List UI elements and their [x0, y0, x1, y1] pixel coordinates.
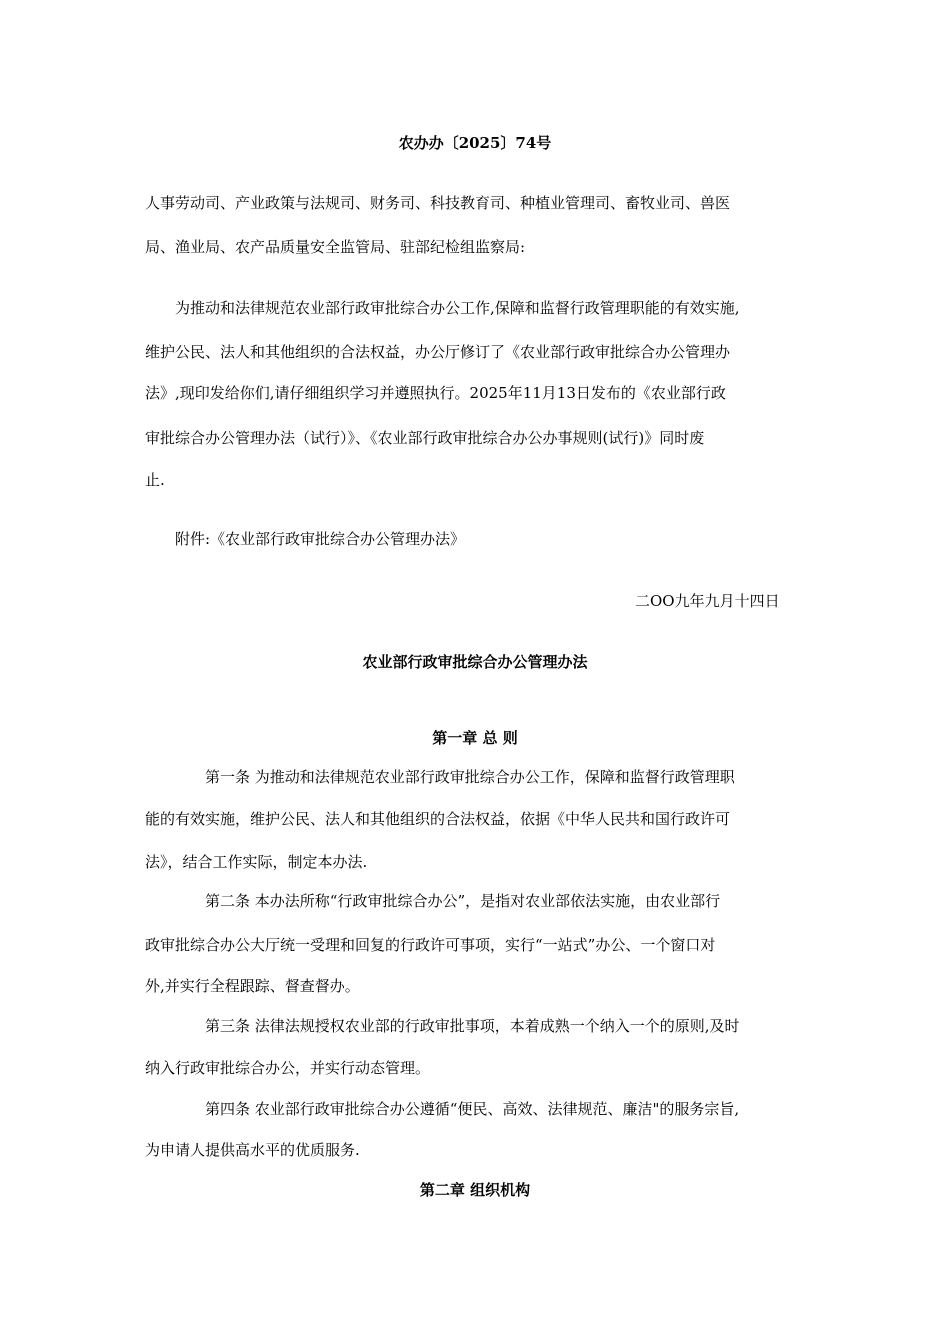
measures-title: 农业部行政审批综合办公管理办法	[362, 653, 588, 671]
notice-body-line-4: 审批综合办公管理办法（试行）》、《农业部行政审批综合办公办事规则(试行)》同时废	[145, 429, 705, 447]
document-date: 二OO九年九月十四日	[635, 592, 780, 610]
article-2-line-1: 第二条 本办法所称“行政审批综合办公”，是指对农业部依法实施，由农业部行	[205, 892, 721, 910]
chapter-2-title: 第二章 组织机构	[419, 1181, 531, 1199]
notice-body-line-2: 维护公民、法人和其他组织的合法权益，办公厅修订了《农业部行政审批综合办公管理办	[145, 343, 731, 361]
article-1-line-2: 能的有效实施，维护公民、法人和其他组织的合法权益，依据《中华人民共和国行政许可	[145, 810, 731, 828]
notice-body-line-3: 法》,现印发给你们,请仔细组织学习并遵照执行。2025年11月13日发布的《农业部行政	[145, 384, 726, 402]
chapter-1-title: 第一章 总 则	[432, 729, 518, 747]
attachment-line: 附件:《农业部行政审批综合办公管理办法》	[175, 530, 466, 548]
article-2-line-2: 政审批综合办公大厅统一受理和回复的行政许可事项，实行“一站式”办公、一个窗口对	[145, 936, 716, 954]
notice-body-line-1: 为推动和法律规范农业部行政审批综合办公工作,保障和监督行政管理职能的有效实施,	[175, 299, 740, 317]
article-3-line-2: 纳入行政审批综合办公，并实行动态管理。	[145, 1059, 431, 1077]
notice-body-line-5: 止.	[145, 471, 165, 489]
article-4-line-2: 为申请人提供高水平的优质服务.	[145, 1141, 360, 1159]
article-4-line-1: 第四条 农业部行政审批综合办公遵循“便民、高效、法律规范、廉洁"的服务宗旨,	[205, 1100, 740, 1118]
recipients-line-2: 局、渔业局、农产品质量安全监管局、驻部纪检组监察局:	[145, 238, 526, 256]
article-2-line-3: 外,并实行全程跟踪、督查督办。	[145, 977, 360, 995]
article-1-line-1: 第一条 为推动和法律规范农业部行政审批综合办公工作，保障和监督行政管理职	[205, 768, 735, 786]
article-3-line-1: 第三条 法律法规授权农业部的行政审批事项，本着成熟一个纳入一个的原则,及时	[205, 1017, 740, 1035]
recipients-line-1: 人事劳动司、产业政策与法规司、财务司、科技教育司、种植业管理司、畜牧业司、兽医	[145, 194, 731, 212]
article-1-line-3: 法》，结合工作实际，制定本办法.	[145, 853, 368, 871]
document-number: 农办办〔2025〕74号	[398, 134, 552, 152]
